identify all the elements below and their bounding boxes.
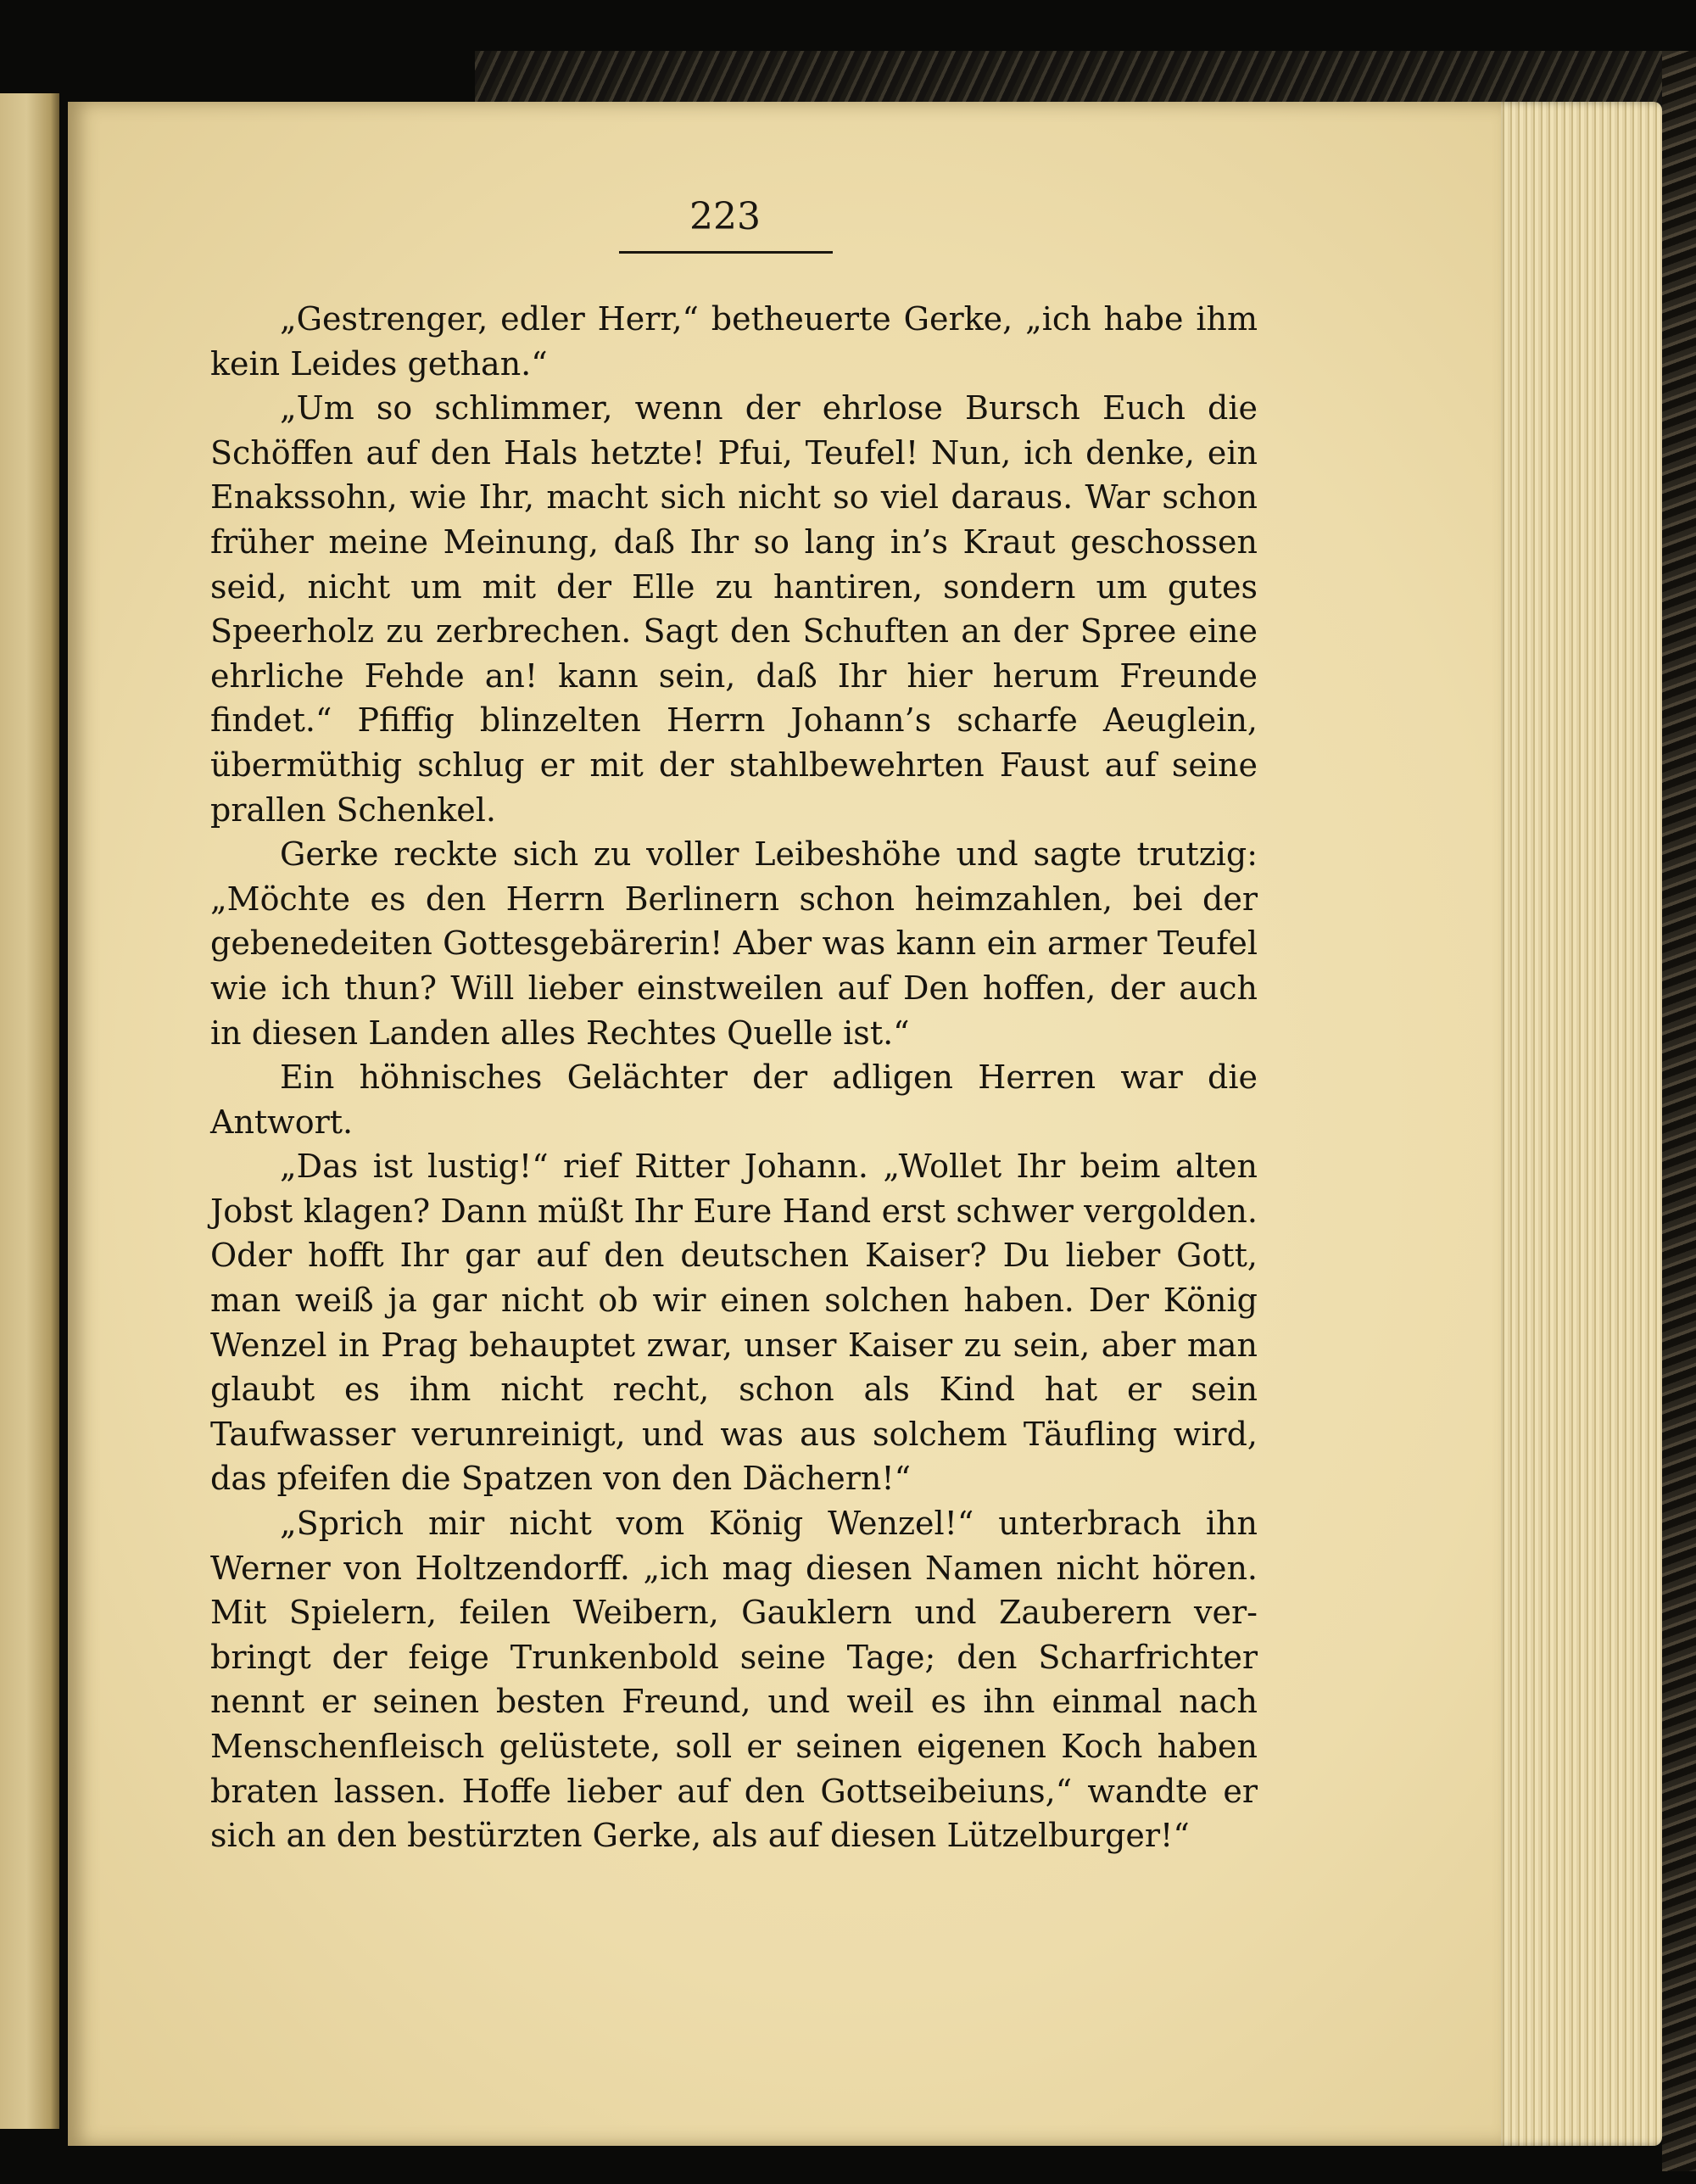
book-page-edges xyxy=(1492,102,1662,2146)
paragraph: „Sprich mir nicht vom König Wenzel!“ unterbrach ihn Werner von Holtzendorff. „ich mag diesen Namen nicht hören. Mit Spielern, feilen Weibern, Gauklern und Zauberern verbringt der feige Trunkenbold seine Tage; den Scharfrichter nennt er seinen besten Freund, und weil es ihn einmal nach Menschenfleisch gelüstete, soll er seinen eigenen Koch haben braten lassen. Hoffe lieber auf den Gottseibeiuns,“ wandte er sich an den bestürzten Gerke, als auf diesen Lützelburger!“ xyxy=(210,1505,1258,1855)
paragraph: Ein höhnisches Gelächter der adligen Herren war die Antwort. xyxy=(210,1058,1258,1141)
book-page xyxy=(68,102,1501,2146)
paragraph: Gerke reckte sich zu voller Leibeshöhe und sagte trutzig: „Möchte es den Herrn Berlinern schon heimzahlen, bei der gebenedeiten Gottesgebärerin! Aber was kann ein armer Teufel wie ich thun? Will lieber einstweilen auf Den hoffen, der auch in diesen Landen alles Rechtes Quelle ist.“ xyxy=(210,835,1258,1052)
background-texture-right xyxy=(1662,51,1696,2171)
page-number: 223 xyxy=(689,195,761,238)
left-page-edge xyxy=(0,93,59,2129)
page-number-rule xyxy=(619,251,833,254)
paragraph: „Das ist lustig!“ rief Ritter Johann. „Wollet Ihr beim alten Jobst klagen? Dann müßt Ihr Eure Hand erst schwer vergolden. Oder hofft Ihr gar auf den deutschen Kaiser? Du lieber Gott, man weiß ja gar nicht ob wir einen solchen haben. Der König Wenzel in Prag behauptet zwar, unser Kaiser zu sein, aber man glaubt es ihm nicht recht, schon als Kind hat er sein Taufwasser verunreinigt, und was aus solchem Täufling wird, das pfeifen die Spatzen von den Dächern!“ xyxy=(210,1148,1258,1498)
paragraph: „Gestrenger, edler Herr,“ betheuerte Gerke, „ich habe ihm kein Leides gethan.“ xyxy=(210,300,1258,383)
paragraph: „Um so schlimmer, wenn der ehrlose Bursch Euch die Schöffen auf den Hals hetzte! Pfui, Teufel! Nun, ich denke, ein Enakssohn, wie Ihr, macht sich nicht so viel daraus. War schon früher meine Meinung, daß Ihr so lang in’s Kraut geschossen seid, nicht um mit der Elle zu hantiren, sondern um gutes Speerholz zu zerbrechen. Sagt den Schuften an der Spree eine ehrliche Fehde an! kann sein, daß Ihr hier herum Freunde findet.“ Pfiffig blinzelten Herrn Johann’s scharfe Aeuglein, übermüthig schlug er mit der stahlbewehrten Faust auf seine prallen Schenkel. xyxy=(210,389,1258,829)
body-text xyxy=(210,297,1258,1858)
